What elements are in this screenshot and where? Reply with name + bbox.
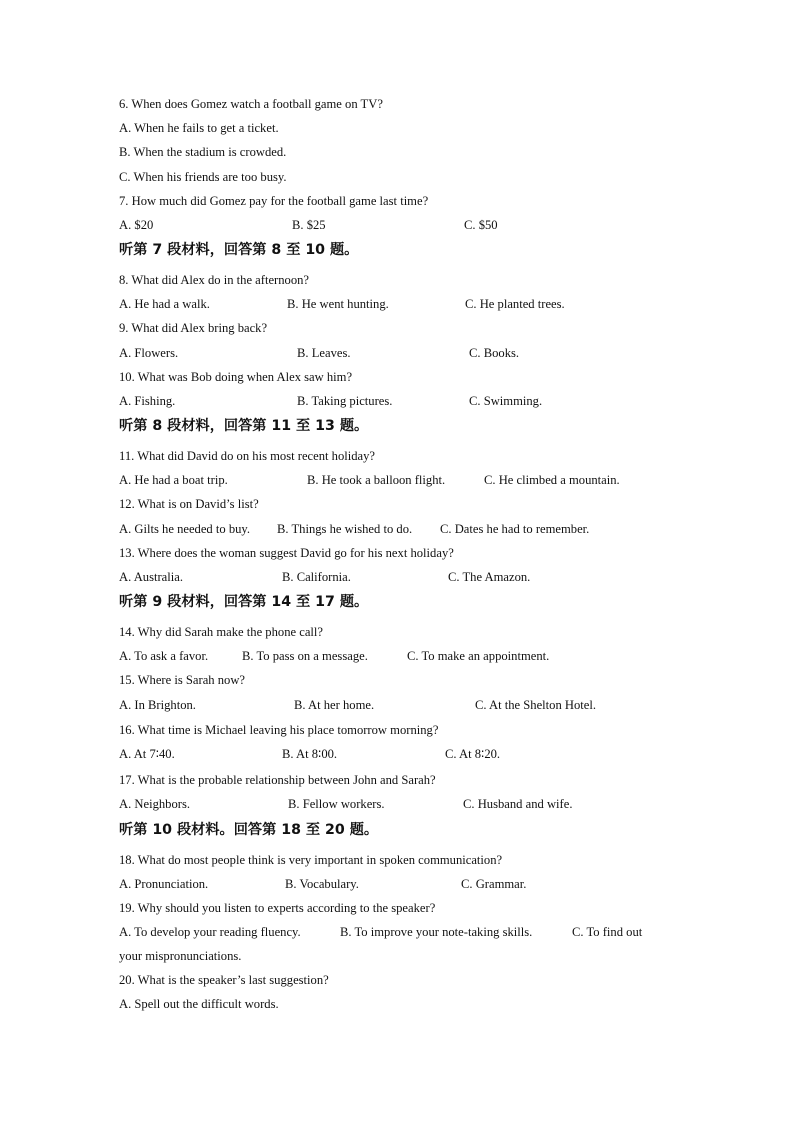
question-10-option-c: C. Swimming.	[469, 394, 543, 408]
question-17-option-c: C. Husband and wife.	[463, 797, 573, 811]
question-13-option-a: A. Australia.	[119, 570, 184, 584]
question-11-option-b: B. He took a balloon flight.	[307, 473, 446, 487]
question-9-option-c: C. Books.	[469, 346, 520, 360]
question-10-option-a: A. Fishing.	[119, 394, 176, 408]
question-6-stem: 6. When does Gomez watch a football game on TV?	[119, 97, 383, 111]
question-16-option-c: C. At 8∶20.	[445, 747, 501, 761]
question-12-option-b: B. Things he wished to do.	[277, 522, 413, 536]
question-11-option-c: C. He climbed a mountain.	[484, 473, 620, 487]
question-13-option-b: B. California.	[282, 570, 351, 584]
question-8-option-a: A. He had a walk.	[119, 297, 210, 311]
question-19-stem: 19. Why should you listen to experts according to the speaker?	[119, 901, 436, 915]
question-8-option-b: B. He went hunting.	[287, 297, 389, 311]
question-18-stem: 18. What do most people think is very important in spoken communication?	[119, 853, 503, 867]
question-11-stem: 11. What did David do on his most recent holiday?	[119, 449, 376, 463]
question-15-option-a: A. In Brighton.	[119, 698, 196, 712]
question-14-option-b: B. To pass on a message.	[242, 649, 368, 663]
question-10-stem: 10. What was Bob doing when Alex saw him?	[119, 370, 353, 384]
question-17-option-b: B. Fellow workers.	[288, 797, 385, 811]
question-14-option-c: C. To make an appointment.	[407, 649, 550, 663]
question-17-stem: 17. What is the probable relationship between John and Sarah?	[119, 773, 436, 787]
question-16-option-b: B. At 8∶00.	[282, 747, 338, 761]
question-13-option-c: C. The Amazon.	[448, 570, 531, 584]
question-14-option-a: A. To ask a favor.	[119, 649, 209, 663]
question-9-option-b: B. Leaves.	[297, 346, 351, 360]
question-6-option-c: C. When his friends are too busy.	[119, 170, 287, 184]
question-15-option-c: C. At the Shelton Hotel.	[475, 698, 597, 712]
question-9-option-a: A. Flowers.	[119, 346, 179, 360]
question-16-stem: 16. What time is Michael leaving his place tomorrow morning?	[119, 723, 439, 737]
question-12-stem: 12. What is on David’s list?	[119, 497, 259, 511]
question-12-option-c: C. Dates he had to remember.	[440, 522, 590, 536]
question-19-option-a: A. To develop your reading fluency.	[119, 925, 301, 939]
question-7-stem: 7. How much did Gomez pay for the football game last time?	[119, 194, 429, 208]
question-19-option-b: B. To improve your note-taking skills.	[340, 925, 533, 939]
question-14-stem: 14. Why did Sarah make the phone call?	[119, 625, 324, 639]
question-6-option-b: B. When the stadium is crowded.	[119, 145, 287, 159]
question-9-stem: 9. What did Alex bring back?	[119, 321, 268, 335]
question-13-stem: 13. Where does the woman suggest David go for his next holiday?	[119, 546, 454, 560]
question-8-option-c: C. He planted trees.	[465, 297, 565, 311]
section-8-heading: 听第 8 段材料，回答第 11 至 13 题。	[119, 418, 369, 434]
question-7-option-a: A. $20	[119, 218, 154, 232]
question-18-option-b: B. Vocabulary.	[285, 877, 359, 891]
question-7-option-c: C. $50	[464, 218, 498, 232]
question-20-option-a: A. Spell out the difficult words.	[119, 997, 279, 1011]
question-19-option-c: C. To find out	[572, 925, 643, 939]
question-7-option-b: B. $25	[292, 218, 326, 232]
question-8-stem: 8. What did Alex do in the afternoon?	[119, 273, 310, 287]
question-6-option-a: A. When he fails to get a ticket.	[119, 121, 279, 135]
section-9-heading: 听第 9 段材料，回答第 14 至 17 题。	[119, 594, 369, 610]
question-16-option-a: A. At 7∶40.	[119, 747, 175, 761]
section-7-heading: 听第 7 段材料，回答第 8 至 10 题。	[119, 242, 359, 258]
question-17-option-a: A. Neighbors.	[119, 797, 191, 811]
section-10-heading: 听第 10 段材料。回答第 18 至 20 题。	[119, 822, 379, 838]
question-18-option-c: C. Grammar.	[461, 877, 527, 891]
question-19-option-c-continued: your mispronunciations.	[119, 949, 242, 963]
question-12-option-a: A. Gilts he needed to buy.	[119, 522, 251, 536]
question-11-option-a: A. He had a boat trip.	[119, 473, 228, 487]
question-18-option-a: A. Pronunciation.	[119, 877, 209, 891]
question-20-stem: 20. What is the speaker’s last suggestion?	[119, 973, 329, 987]
question-15-stem: 15. Where is Sarah now?	[119, 673, 246, 687]
question-15-option-b: B. At her home.	[294, 698, 375, 712]
question-10-option-b: B. Taking pictures.	[297, 394, 393, 408]
